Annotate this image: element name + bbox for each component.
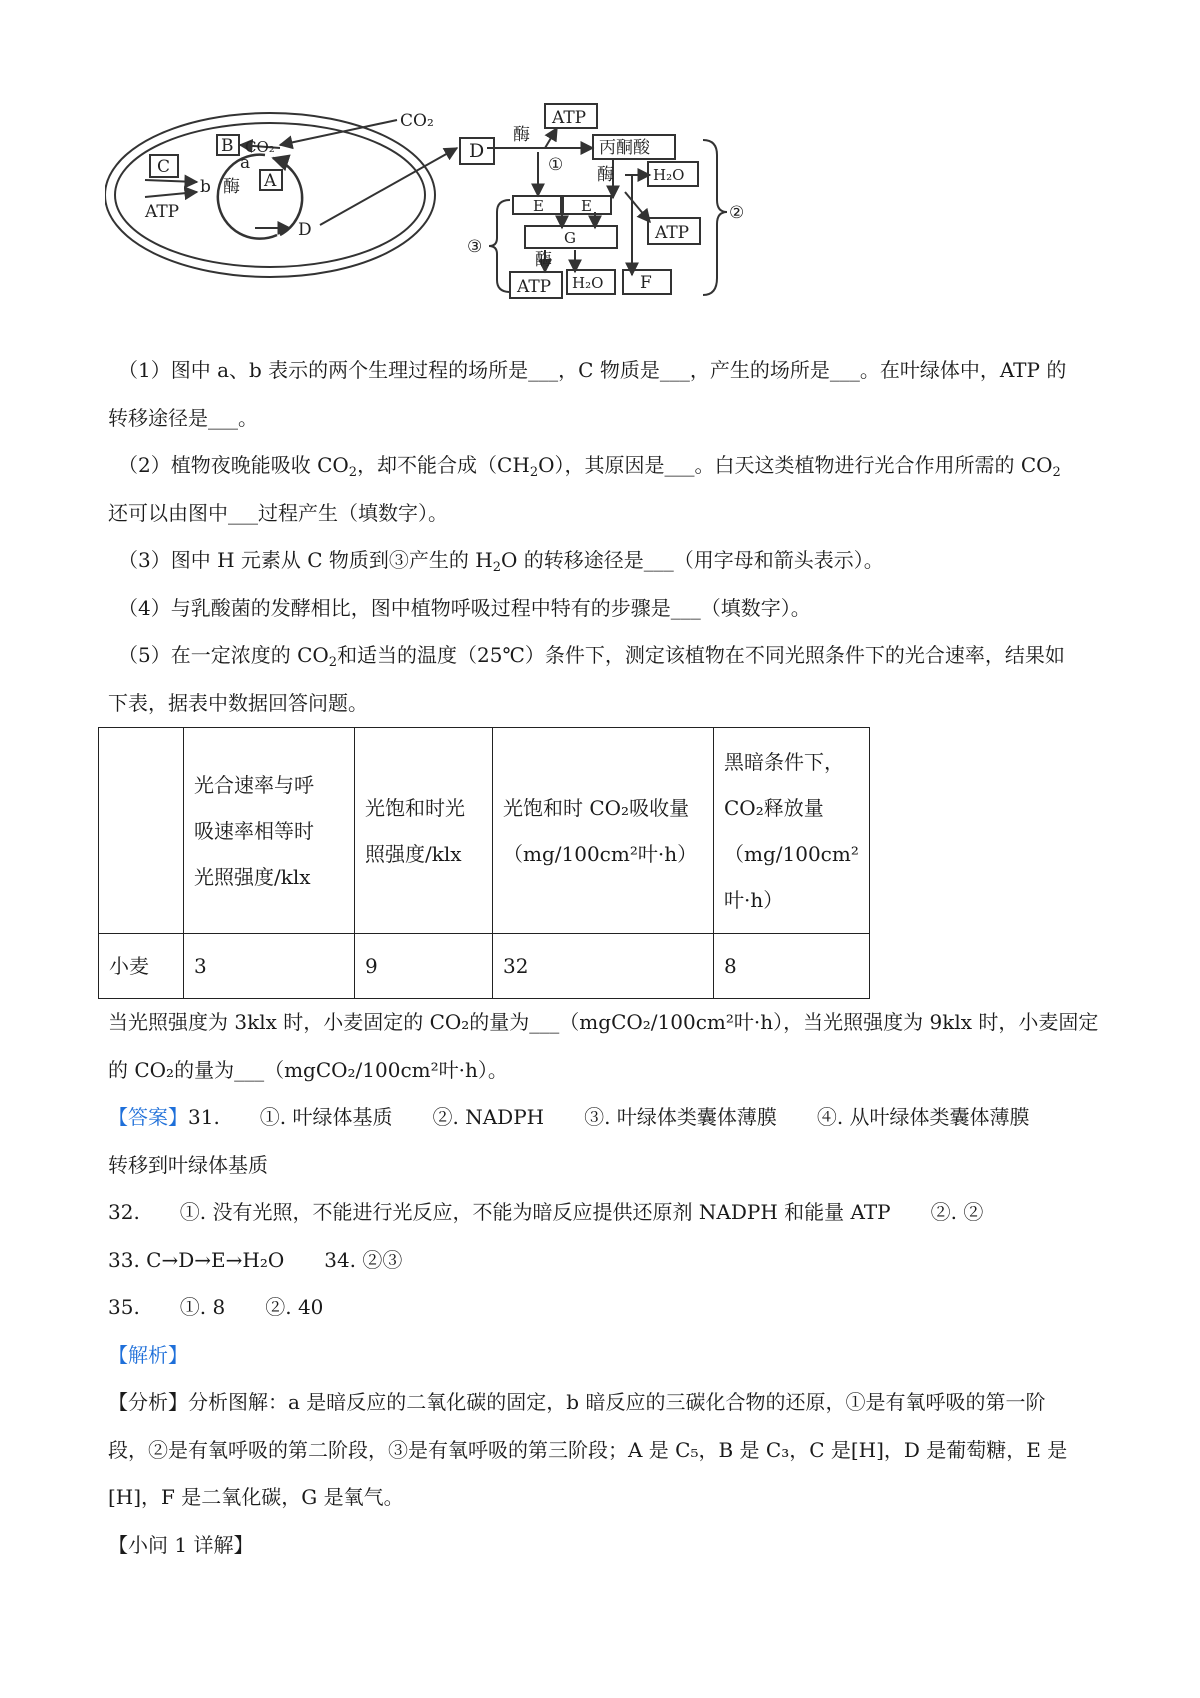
label-h2o-bottom: H₂O [572,274,604,292]
header-3-line-1: 光饱和时 CO₂吸收量 [503,795,690,820]
label-atp-left: ATP [145,202,180,222]
brace-3 [489,200,510,292]
table-row [99,934,870,999]
question-5-line-1: （5）在一定浓度的 $CO_2$和适当的温度（25℃）条件下，测定该植物在不同光照条件下的光合速率，结果如 [118,643,1065,670]
label-step-1: ① [548,155,564,175]
label-h2o-mid: H₂O [653,166,685,184]
answer-line-5: 35. ①. 8 ②. 40 [108,1295,324,1319]
header-4-line-1: 黑暗条件下， [724,749,844,774]
header-2-line-2: 照强度/klx [365,841,462,866]
question-1-line-1: （1）图中 a、b 表示的两个生理过程的场所是___，C 物质是___，产生的场所是___。在叶绿体中，ATP 的 [118,358,1067,382]
label-atp-right: ATP [655,223,690,243]
photosynthesis-respiration-diagram [105,100,825,330]
header-1-line-3: 光照强度/klx [194,864,311,889]
analysis-line-1: 【分析】分析图解：a 是暗反应的二氧化碳的固定，b 暗反应的三碳化合物的还原，①是有氧呼吸的第一阶 [108,1390,1046,1414]
label-a-box: A [264,171,277,191]
label-co2-top: CO₂ [400,111,434,131]
header-4-line-2: CO₂释放量 [724,795,824,820]
label-step-3: ③ [467,237,483,257]
analysis-line-3: [H]，F 是二氧化碳，G 是氧气。 [108,1485,404,1509]
q5-text-b: 和适当的温度（25℃）条件下，测定该植物在不同光照条件下的光合速率，结果如 [337,643,1065,667]
label-enzyme-mid: 酶 [597,165,614,185]
table-cell-release: 8 [714,934,870,999]
header-4-line-3: （mg/100cm² [724,841,859,866]
label-b: B [221,136,234,156]
label-co2-inner: CO₂ [245,138,275,156]
table-header-compensation-point [184,728,355,934]
label-d-box: D [469,140,485,162]
header-3-line-2: （mg/100cm²叶·h） [503,841,698,866]
label-enzyme-inner: 酶 [223,177,240,197]
answer-line-4: 33. C→D→E→H₂O 34. ②③ [108,1248,403,1272]
brace-2 [703,140,727,295]
q2-text-c: O），其原因是___。白天这类植物进行光合作用所需的 CO [538,453,1053,477]
q2-text-a: （2）植物夜晚能吸收 CO [118,453,349,477]
label-enzyme-top: 酶 [513,125,530,145]
analysis-line-2: 段，②是有氧呼吸的第二阶段，③是有氧呼吸的第三阶段；A 是 C₅，B 是 C₃，C 是[H]，D 是葡萄糖，E 是 [108,1438,1068,1462]
label-e1: E [533,197,544,215]
table-cell-uptake: 32 [493,934,714,999]
label-f: F [640,273,652,293]
table-header-co2-uptake [493,728,714,934]
after-table-line-1: 当光照强度为 3klx 时，小麦固定的 CO₂的量为___（mgCO₂/100cm²叶·h），当光照强度为 9klx 时，小麦固定 [108,1010,1099,1034]
answer-tag: 【答案】 [108,1105,188,1129]
label-e2: E [581,197,592,215]
label-d-out: D [298,220,312,240]
question-1-line-2: 转移途径是___。 [108,406,258,430]
after-table-line-2: 的 CO₂的量为___（mgCO₂/100cm²叶·h）。 [108,1058,508,1082]
header-4-line-4: 叶·h） [724,887,784,912]
label-pyruvate: 丙酮酸 [599,138,650,158]
question-2-line-1: （2）植物夜晚能吸收 $CO_2$，却不能合成$(CH_2O)$，其原因是___。白天这类植物进行光合作用所需的 $CO_2$ [118,453,1061,480]
header-2-line-1: 光饱和时光 [365,795,465,820]
header-1-line-1: 光合速率与呼 [194,772,314,797]
table-header-empty [99,728,184,934]
q2-text-b: ，却不能合成（CH [357,453,530,477]
table-cell-saturation: 9 [355,934,493,999]
label-g: G [564,229,576,247]
answer-line-3: 32. ①. 没有光照，不能进行光反应，不能为暗反应提供还原剂 NADPH 和能量 ATP ②. ② [108,1200,984,1224]
table-cell-plant: 小麦 [99,934,184,999]
table-cell-compensation: 3 [184,934,355,999]
label-atp-bottom: ATP [517,277,552,297]
label-step-2: ② [729,203,745,223]
label-process-b: b [200,177,211,197]
q3-text-a: （3）图中 H 元素从 C 物质到③产生的 H [118,548,493,572]
table-header-saturation-point [355,728,493,934]
q5-text-a: （5）在一定浓度的 CO [118,643,329,667]
analysis-line-4: 【小问 1 详解】 [108,1533,254,1557]
question-4-line: （4）与乳酸菌的发酵相比，图中植物呼吸过程中特有的步骤是___（填数字）。 [118,596,811,620]
table-header-co2-release [714,728,870,934]
label-enzyme-bottom: 酶 [535,250,552,270]
question-2-line-2: 还可以由图中___过程产生（填数字）。 [108,501,448,525]
q3-text-b: O 的转移途径是___（用字母和箭头表示）。 [500,548,884,572]
answer-line-2: 转移到叶绿体基质 [108,1153,268,1177]
question-5-line-2: 下表，据表中数据回答问题。 [108,691,368,715]
answer-line-1 [108,1102,1030,1132]
header-1-line-2: 吸速率相等时 [194,818,314,843]
answer-text-1: 31. ①. 叶绿体基质 ②. NADPH ③. 叶绿体类囊体薄膜 ④. 从叶绿体类囊体薄膜 [188,1105,1030,1129]
photosynthesis-data-table [98,727,870,999]
label-process-a: a [240,153,251,173]
label-atp-top: ATP [552,108,587,128]
question-3-line: （3）图中 H 元素从 C 物质到③产生的 $H_2O$ 的转移途径是___（用字母和箭头表示）。 [118,548,884,575]
label-c: C [157,157,171,177]
table-header-row [99,728,870,934]
analysis-tag: 【解析】 [108,1343,188,1367]
